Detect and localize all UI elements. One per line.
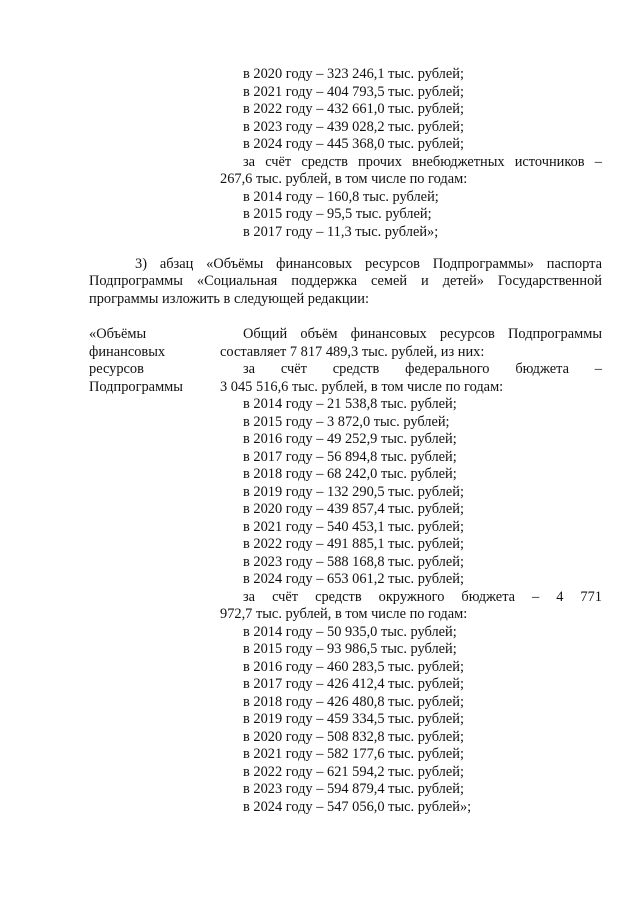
word: внебюджетных <box>412 153 505 170</box>
district-year-line: в 2018 году – 426 480,8 тыс. рублей; <box>243 693 464 710</box>
federal-year-line: в 2020 году – 439 857,4 тыс. рублей; <box>243 501 464 517</box>
word: счёт <box>280 361 307 377</box>
word: федерального <box>405 361 490 377</box>
federal-year-line: в 2023 году – 588 168,8 тыс. рублей; <box>243 553 464 570</box>
word: средств <box>315 588 362 605</box>
word: – <box>532 588 540 605</box>
word: – <box>594 361 602 377</box>
word: окружного <box>378 588 445 605</box>
federal-year-line: в 2022 году – 491 885,1 тыс. рублей; <box>243 536 464 552</box>
top-year-line: в 2020 году – 323 246,1 тыс. рублей; <box>243 66 464 82</box>
top-year-line: в 2021 году – 404 793,5 тыс. рублей; <box>243 83 464 100</box>
item-3-paragraph: 3) абзац «Объёмы финансовых ресурсов Подпрограммы» паспорта Подпрограммы «Социальная поддержка семей и детей» Государственной программы изложить в следующей редакции: <box>89 256 602 307</box>
label-line: «Объёмы <box>89 326 147 342</box>
word: счёт <box>272 588 299 605</box>
word: источников <box>514 153 585 170</box>
district-year-line: в 2023 году – 594 879,4 тыс. рублей; <box>243 781 464 797</box>
district-year-line: в 2019 году – 459 334,5 тыс. рублей; <box>243 711 464 727</box>
word: за <box>243 588 256 605</box>
district-year-line: в 2020 году – 508 832,8 тыс. рублей; <box>243 728 464 745</box>
district-year-line: в 2021 году – 582 177,6 тыс. рублей; <box>243 746 464 762</box>
total-line: Общий объём финансовых ресурсов Подпрограммы <box>243 326 602 342</box>
federal-year-line: в 2021 году – 540 453,1 тыс. рублей; <box>243 518 464 535</box>
word: средств <box>301 153 348 170</box>
word: прочих <box>358 153 402 170</box>
federal-year-line: в 2019 году – 132 290,5 тыс. рублей; <box>243 483 464 500</box>
word: 771 <box>580 588 602 605</box>
other-year-line: в 2014 году – 160,8 тыс. рублей; <box>243 188 439 205</box>
district-year-line: в 2024 году – 547 056,0 тыс. рублей»; <box>243 798 472 815</box>
top-year-line: в 2023 году – 439 028,2 тыс. рублей; <box>243 118 464 135</box>
top-year-line: в 2024 году – 445 368,0 тыс. рублей; <box>243 136 464 152</box>
district-line <box>243 589 602 606</box>
district-year-line: в 2015 году – 93 986,5 тыс. рублей; <box>243 641 457 657</box>
resources-label <box>89 326 209 396</box>
district-year-line: в 2022 году – 621 594,2 тыс. рублей; <box>243 763 464 780</box>
total-line: составляет 7 817 489,3 тыс. рублей, из них: <box>220 343 485 360</box>
word: счёт <box>265 153 292 170</box>
word: за <box>243 361 256 377</box>
word: бюджета <box>515 361 569 377</box>
federal-year-line: в 2018 году – 68 242,0 тыс. рублей; <box>243 466 457 482</box>
top-year-line: в 2022 году – 432 661,0 тыс. рублей; <box>243 101 464 117</box>
label-line: ресурсов <box>89 361 144 378</box>
district-year-line: в 2017 году – 426 412,4 тыс. рублей; <box>243 676 464 692</box>
federal-line <box>243 361 602 378</box>
federal-year-line: в 2014 году – 21 538,8 тыс. рублей; <box>243 396 457 412</box>
federal-year-line: в 2016 году – 49 252,9 тыс. рублей; <box>243 431 457 447</box>
other-sources-line <box>243 154 602 171</box>
federal-year-line: в 2024 году – 653 061,2 тыс. рублей; <box>243 571 464 587</box>
word: 4 <box>556 588 564 605</box>
district-year-line: в 2014 году – 50 935,0 тыс. рублей; <box>243 623 457 640</box>
word: – <box>594 153 602 170</box>
federal-year-line: в 2017 году – 56 894,8 тыс. рублей; <box>243 448 457 465</box>
word: средств <box>332 361 380 377</box>
other-year-line: в 2015 году – 95,5 тыс. рублей; <box>243 206 432 222</box>
federal-year-line: в 2015 году – 3 872,0 тыс. рублей; <box>243 413 450 430</box>
district-continuation: 972,7 тыс. рублей, в том числе по годам: <box>220 606 468 622</box>
other-sources-continuation: 267,6 тыс. рублей, в том числе по годам: <box>220 171 468 187</box>
other-year-line: в 2017 году – 11,3 тыс. рублей»; <box>243 223 439 240</box>
word: за <box>243 153 256 170</box>
district-year-line: в 2016 году – 460 283,5 тыс. рублей; <box>243 658 464 675</box>
federal-continuation: 3 045 516,6 тыс. рублей, в том числе по годам: <box>220 378 504 395</box>
label-line: финансовых <box>89 343 166 360</box>
word: бюджета <box>461 588 516 605</box>
label-line: Подпрограммы <box>89 378 183 395</box>
